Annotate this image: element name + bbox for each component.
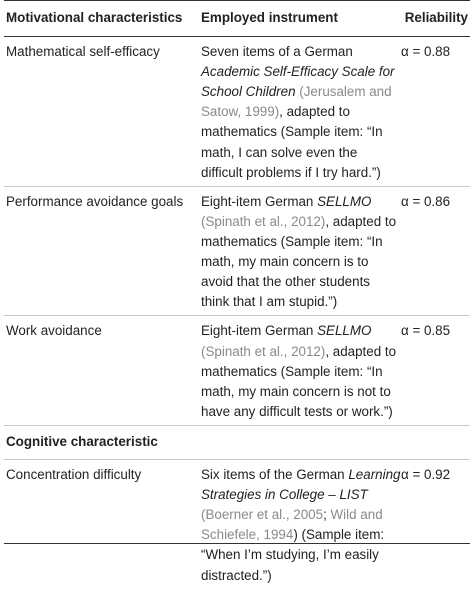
instrument-text: Eight-item German [201,323,318,339]
citation-link[interactable]: (Jerusalem and Satow, 1999) [201,84,392,120]
instrument-text: Seven items of a German [201,44,353,59]
table-header [4,0,470,37]
table-row [4,187,470,317]
citation-link[interactable]: (Spinath et al., 2012) [201,343,326,359]
citation-link[interactable]: (Boerner et al., 2005 [201,507,324,523]
row-characteristic: Mathematical self-efficacy [6,44,160,59]
row-instrument [201,465,401,586]
row-instrument [201,192,401,313]
instrument-title: Academic Self-Efficacy Scale for School Children [201,64,395,100]
instrument-text: ) (Sample item: “When I’m studying, I’m easily distracted.”) [201,527,385,583]
section-heading [4,426,470,460]
row-characteristic: Performance avoidance goals [6,193,184,209]
instrument-text: Six items of the German [201,466,349,482]
row-reliability: α = 0.86 [401,193,451,209]
header-instrument: Employed instrument [201,10,338,26]
instrument-title: SELLMO [317,193,372,209]
row-reliability: α = 0.88 [401,44,451,59]
instrument-text: Eight-item German [201,193,318,209]
header-reliability: Reliability [404,10,468,26]
instrument-text: ; [323,507,331,523]
table-row [4,37,470,187]
instrument-text: , adapted to mathematics (Sample item: “In math, my main concern is not to have any difficult tests or work.”) [201,343,397,419]
row-instrument [201,321,401,422]
section-title: Cognitive characteristic [6,434,158,450]
table-bottom-rule [4,543,470,544]
row-characteristic: Work avoidance [6,323,102,339]
header-characteristics: Motivational characteristics [6,10,183,26]
instrument-text: , adapted to mathematics (Sample item: “In math, I can solve even the difficult problems if I try hard.”) [201,104,383,180]
table-row [4,316,470,426]
citation-link[interactable]: (Spinath et al., 2012) [201,213,326,229]
instrument-text: , adapted to mathematics (Sample item: “In math, my main concern is to avoid that the other students think that I am stupid.”) [201,213,397,310]
instrument-title: SELLMO [317,323,372,339]
instrument-title: Learning Strategies in College – LIST [201,466,401,503]
row-instrument [201,42,401,183]
table-row [4,460,470,589]
row-characteristic: Concentration difficulty [6,466,142,482]
row-reliability: α = 0.92 [401,466,451,482]
citation-link[interactable]: Wild and Schiefele, 1994 [201,507,383,543]
row-reliability: α = 0.85 [401,323,451,339]
